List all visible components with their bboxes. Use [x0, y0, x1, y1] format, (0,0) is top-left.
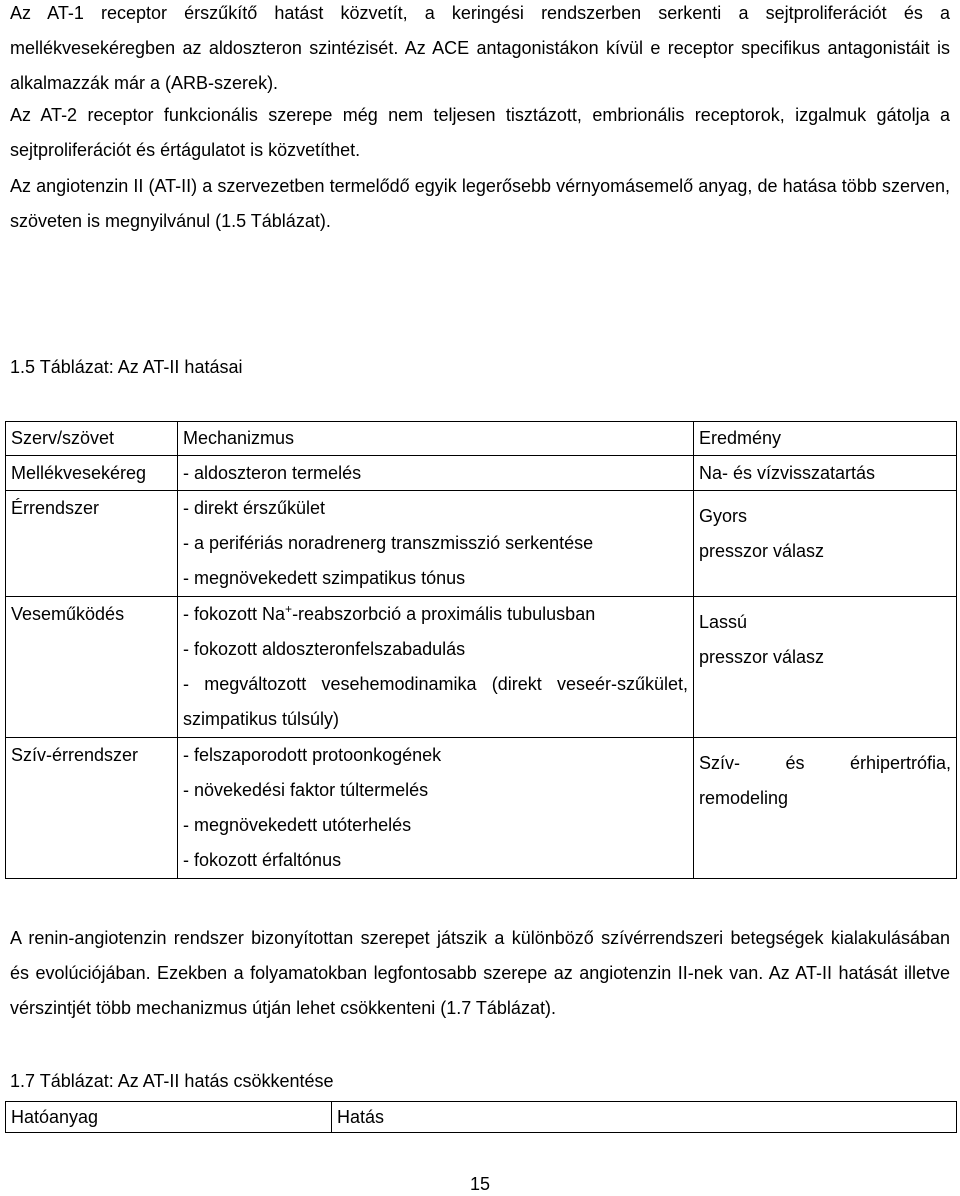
cell-mechanism — [178, 597, 694, 738]
table-row — [6, 491, 957, 597]
cell-mechanism: - aldoszteron termelés — [178, 456, 694, 491]
header-agent: Hatóanyag — [6, 1102, 332, 1133]
table-row — [6, 597, 957, 738]
mechanism-text: -reabszorbció a proximális tubulusban — [292, 604, 596, 624]
cell-result — [694, 597, 957, 738]
table-at-ii-reduction — [5, 1101, 957, 1133]
table-row — [6, 738, 957, 879]
header-result: Eredmény — [694, 422, 957, 456]
mechanism-line: - felszaporodott protoonkogének — [183, 745, 442, 765]
cell-organ: Szív-érrendszer — [6, 738, 178, 879]
cell-result — [694, 491, 957, 597]
table-1-7-caption: 1.7 Táblázat: Az AT-II hatás csökkentése — [10, 1071, 334, 1091]
paragraph-angiotensin-ii: Az angiotenzin II (AT-II) a szervezetben termelődő egyik legerősebb vérnyomásemelő anyag, de hatása több szerven, szöveten is megnyilvánul (1.5 Táblázat). — [10, 176, 950, 232]
result-line: Gyors — [699, 506, 748, 526]
header-mechanism: Mechanizmus — [178, 422, 694, 456]
paragraph-at2-receptor: Az AT-2 receptor funkcionális szerepe még nem teljesen tisztázott, embrionális receptorok, izgalmuk gátolja a sejtproliferációt és értágulatot is közvetíthet. — [10, 105, 950, 161]
mechanism-line: - fokozott aldoszteronfelszabadulás — [183, 639, 466, 659]
mechanism-line: - direkt érszűkület — [183, 498, 326, 518]
page-number: 15 — [469, 1174, 491, 1194]
paragraph-renin-angiotensin: A renin-angiotenzin rendszer bizonyítottan szerepet játszik a különböző szívérrendszeri betegségek kialakulásában és evolúciójában. Ezekben a folyamatokban legfontosabb szerepe az angiotenzin II-nek van. Az AT-II hatását illetve vérszintjét több mechanizmus útján lehet csökkenteni (1.7 Táblázat). — [10, 928, 950, 1019]
header-organ: Szerv/szövet — [6, 422, 178, 456]
mechanism-line: - megnövekedett utóterhelés — [183, 815, 412, 835]
mechanism-line — [183, 597, 688, 632]
table-1-5-caption: 1.5 Táblázat: Az AT-II hatásai — [10, 357, 243, 377]
cell-mechanism — [178, 491, 694, 597]
mechanism-line: - megnövekedett szimpatikus tónus — [183, 568, 466, 588]
superscript-plus: + — [285, 602, 293, 616]
cell-result: Na- és vízvisszatartás — [694, 456, 957, 491]
mechanism-line: - fokozott érfaltónus — [183, 850, 342, 870]
result-line: presszor válasz — [699, 647, 825, 667]
cell-result: Szív- és érhipertrófia, remodeling — [694, 738, 957, 879]
table-row — [6, 456, 957, 491]
cell-organ: Mellékvesekéreg — [6, 456, 178, 491]
mechanism-line: - a perifériás noradrenerg transzmisszió serkentése — [183, 533, 594, 553]
mechanism-line: - megváltozott vesehemodinamika (direkt veseér-szűkület, szimpatikus túlsúly) — [183, 674, 688, 729]
cell-organ: Veseműködés — [6, 597, 178, 738]
cell-organ: Érrendszer — [6, 491, 178, 597]
table-header-row — [6, 422, 957, 456]
result-line: presszor válasz — [699, 541, 825, 561]
header-effect: Hatás — [332, 1102, 957, 1133]
mechanism-text: - fokozott Na — [183, 604, 286, 624]
paragraph-at1-receptor: Az AT-1 receptor érszűkítő hatást közvetít, a keringési rendszerben serkenti a sejtproliferációt és a mellékvesekéregben az aldoszteron szintézisét. Az ACE antagonistákon kívül e receptor specifikus antagonistáit is alkalmazzák már a (ARB-szerek). — [10, 3, 950, 94]
mechanism-line: - növekedési faktor túltermelés — [183, 780, 429, 800]
table-header-row — [6, 1102, 957, 1133]
result-line: Lassú — [699, 612, 748, 632]
cell-mechanism — [178, 738, 694, 879]
table-at-ii-effects — [5, 421, 957, 879]
